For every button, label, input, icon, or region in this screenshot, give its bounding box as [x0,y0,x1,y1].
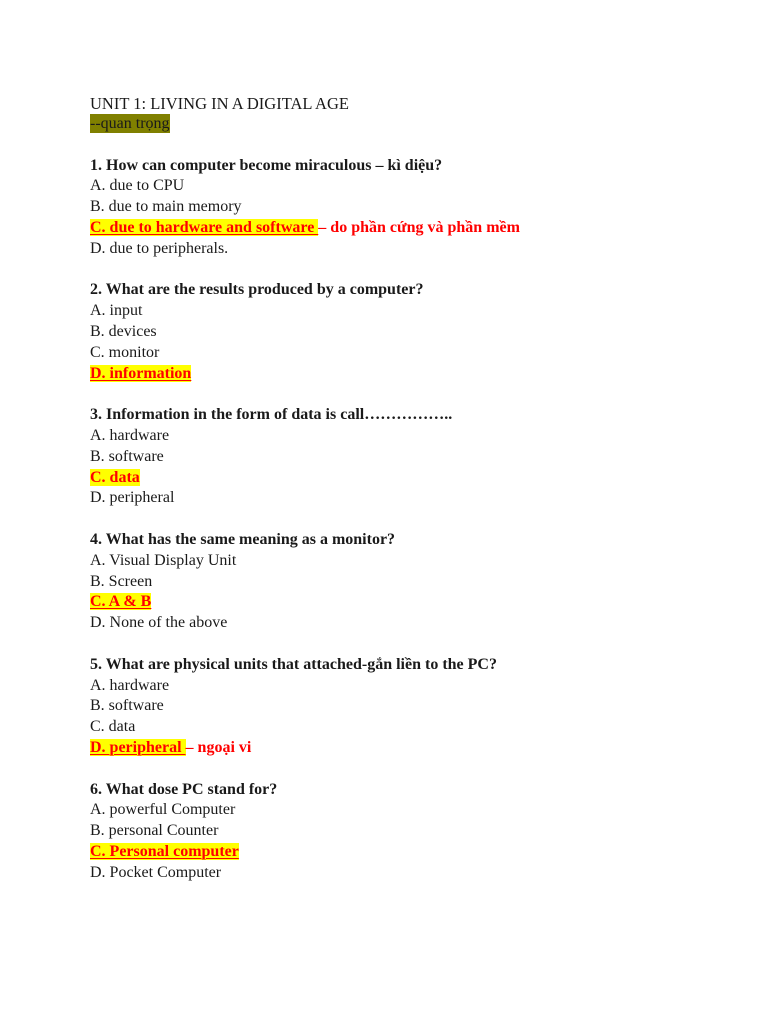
answer-highlight: C. data [90,468,140,486]
answer-highlight: C. due to hardware and software [90,218,319,236]
question-block-2 [90,280,730,384]
option-b: B. software [90,447,164,465]
option-a: A. hardware [90,426,170,444]
correct-answer [90,842,730,863]
option-b: B. software [90,697,164,715]
document-page [90,93,730,883]
important-note: --quan trọng [90,115,170,132]
option-a: A. powerful Computer [90,801,236,819]
option-b: B. Screen [90,572,153,590]
answer-highlight: D. peripheral [90,738,186,756]
option-d: D. due to peripherals. [90,239,229,257]
question-text: 4. What has the same meaning as a monitor? [90,530,396,548]
question-block-5 [90,655,730,759]
option-b: B. devices [90,322,157,340]
correct-answer [90,364,730,385]
question-text: 6. What dose PC stand for? [90,780,278,798]
question-text: 1. How can computer become miraculous – kì diệu? [90,156,443,174]
option-a: A. due to CPU [90,177,185,195]
question-block-6 [90,780,730,884]
question-block-3 [90,405,730,509]
question-block-4 [90,530,730,634]
correct-answer [90,218,730,239]
option-a: A. Visual Display Unit [90,551,237,569]
question-text: 5. What are physical units that attached-gắn liền to the PC? [90,655,497,673]
question-block-1 [90,156,730,260]
answer-highlight: D. information [90,364,192,382]
option-b: B. personal Counter [90,822,219,840]
correct-answer [90,468,730,489]
answer-translation: – do phần cứng và phần mềm [318,218,520,236]
correct-answer [90,592,730,613]
answer-highlight: C. A & B [90,593,152,611]
option-b: B. due to main memory [90,198,242,216]
option-d: D. Pocket Computer [90,863,222,881]
option-a: A. input [90,302,143,320]
answer-translation: – ngoại vi [185,738,252,756]
option-c: C. data [90,718,136,736]
unit-title: UNIT 1: LIVING IN A DIGITAL AGE [90,94,349,113]
option-a: A. hardware [90,676,170,694]
question-text: 3. Information in the form of data is call…………….. [90,406,453,424]
option-d: D. None of the above [90,614,228,632]
option-c: C. monitor [90,343,160,361]
answer-highlight: C. Personal computer [90,842,239,860]
correct-answer [90,738,730,759]
question-text: 2. What are the results produced by a computer? [90,281,424,299]
option-d: D. peripheral [90,489,175,507]
